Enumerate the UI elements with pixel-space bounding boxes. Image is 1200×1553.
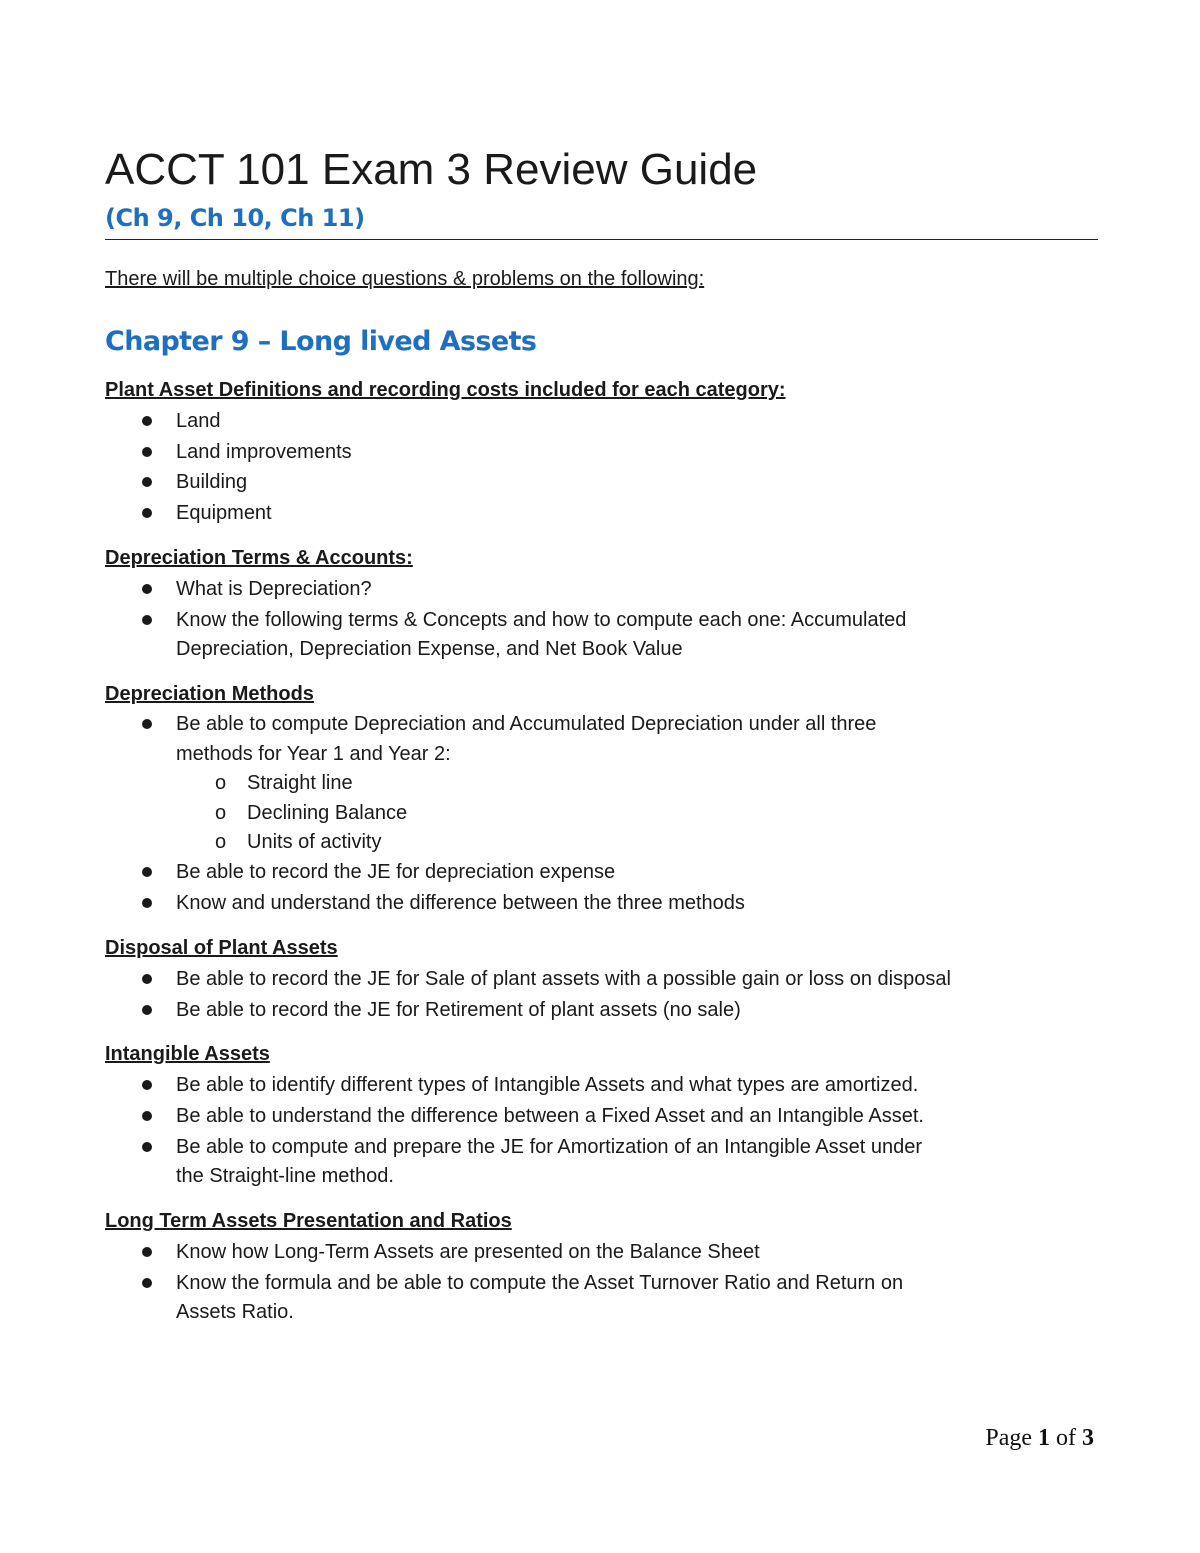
intro-text: There will be multiple choice questions & problems on the following: <box>105 268 705 290</box>
list-item: Equipment <box>176 502 272 524</box>
list-item: Be able to compute and prepare the JE for Amortization of an Intangible Asset under <box>176 1136 923 1158</box>
list-item: Know the following terms & Concepts and how to compute each one: Accumulated <box>176 609 907 631</box>
page-total: 3 <box>1082 1425 1094 1451</box>
bullet-icon <box>142 447 152 457</box>
page-subtitle: (Ch 9, Ch 10, Ch 11) <box>105 204 365 232</box>
list-item: Be able to identify different types of Intangible Assets and what types are amortized. <box>176 1074 919 1096</box>
list-item: Land improvements <box>176 441 352 463</box>
bullet-icon <box>142 1111 152 1121</box>
list-item-continuation: methods for Year 1 and Year 2: <box>176 743 451 765</box>
bullet-icon <box>142 1005 152 1015</box>
bullet-icon <box>142 1278 152 1288</box>
list-item-continuation: Assets Ratio. <box>176 1301 294 1323</box>
bullet-icon <box>142 1142 152 1152</box>
sub-list-item: Straight line <box>247 772 353 794</box>
sub-list-item: Units of activity <box>247 831 382 853</box>
page-title: ACCT 101 Exam 3 Review Guide <box>105 145 758 194</box>
sub-bullet-icon: o <box>215 802 227 824</box>
list-item: Know the formula and be able to compute the Asset Turnover Ratio and Return on <box>176 1272 904 1294</box>
page-of-label: of <box>1056 1425 1076 1451</box>
section-heading-long-term-assets: Long Term Assets Presentation and Ratios <box>105 1210 512 1232</box>
sub-bullet-icon: o <box>215 772 227 794</box>
bullet-icon <box>142 898 152 908</box>
bullet-icon <box>142 477 152 487</box>
list-item: Be able to record the JE for depreciation expense <box>176 861 616 883</box>
list-item: Land <box>176 410 221 432</box>
section-heading-disposal: Disposal of Plant Assets <box>105 937 338 959</box>
page-current: 1 <box>1038 1425 1050 1451</box>
list-item-continuation: Depreciation, Depreciation Expense, and Net Book Value <box>176 638 683 660</box>
page-number <box>985 1422 1094 1454</box>
list-item: What is Depreciation? <box>176 578 372 600</box>
bullet-icon <box>142 719 152 729</box>
bullet-icon <box>142 416 152 426</box>
list-item: Be able to record the JE for Retirement of plant assets (no sale) <box>176 999 741 1021</box>
title-divider <box>105 239 1098 240</box>
list-item: Building <box>176 471 248 493</box>
bullet-icon <box>142 867 152 877</box>
page-label: Page <box>985 1425 1032 1451</box>
bullet-icon <box>142 1247 152 1257</box>
list-item: Be able to understand the difference between a Fixed Asset and an Intangible Asset. <box>176 1105 924 1127</box>
section-heading-depreciation-methods: Depreciation Methods <box>105 683 314 705</box>
bullet-icon <box>142 615 152 625</box>
section-heading-depreciation-terms: Depreciation Terms & Accounts: <box>105 547 413 569</box>
bullet-icon <box>142 584 152 594</box>
list-item: Be able to record the JE for Sale of plant assets with a possible gain or loss on disposal <box>176 968 951 990</box>
list-item-continuation: the Straight-line method. <box>176 1165 394 1187</box>
section-heading-intangible-assets: Intangible Assets <box>105 1043 270 1065</box>
chapter-heading: Chapter 9 – Long lived Assets <box>105 326 537 357</box>
sub-list-item: Declining Balance <box>247 802 408 824</box>
bullet-icon <box>142 974 152 984</box>
sub-bullet-icon: o <box>215 831 227 853</box>
list-item: Be able to compute Depreciation and Accumulated Depreciation under all three <box>176 713 877 735</box>
bullet-icon <box>142 508 152 518</box>
list-item: Know how Long-Term Assets are presented on the Balance Sheet <box>176 1241 760 1263</box>
list-item: Know and understand the difference between the three methods <box>176 892 745 914</box>
bullet-icon <box>142 1080 152 1090</box>
section-heading-plant-assets: Plant Asset Definitions and recording costs included for each category: <box>105 379 786 401</box>
